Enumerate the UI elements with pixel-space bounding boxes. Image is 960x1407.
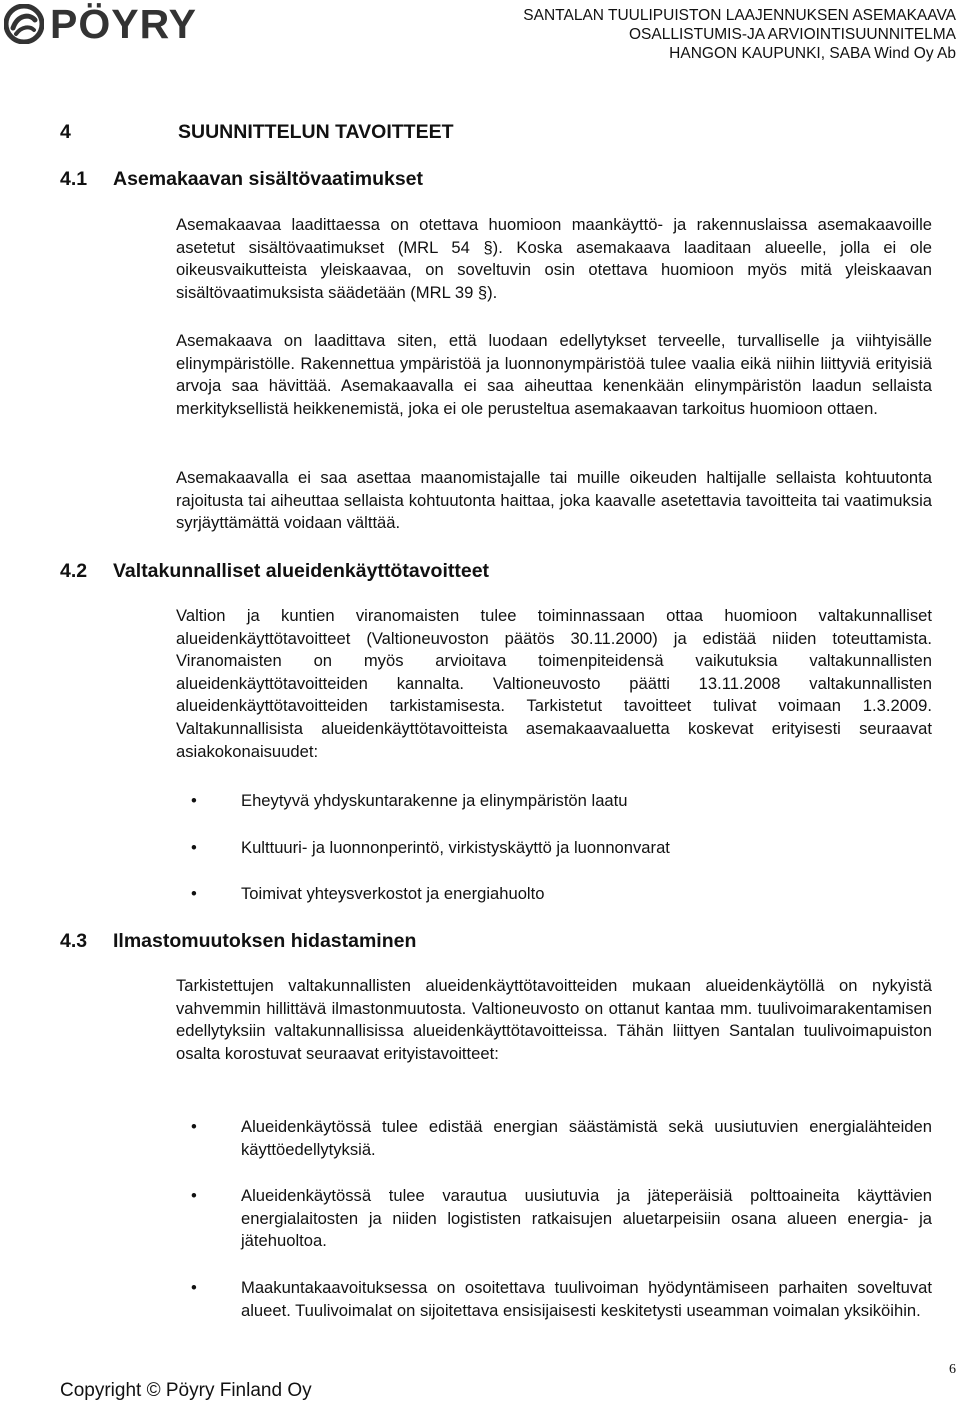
page-header — [0, 0, 960, 70]
section-heading-4-1 — [60, 168, 423, 191]
section-title: Valtakunnalliset alueidenkäyttötavoitteet — [113, 560, 490, 582]
list-item: • Alueidenkäytössä tulee varautua uusiutuvia ja jäteperäisiä polttoaineita käyttävien energialaitosten ja niiden logististen ratkaisujen aluetarpeisiin osana alueen energia- ja jätehuoltoa. — [191, 1186, 932, 1251]
section-heading-4-3 — [60, 930, 416, 953]
poyry-logo — [4, 1, 198, 47]
list-item: • Kulttuuri- ja luonnonperintö, virkistyskäyttö ja luonnonvarat — [176, 837, 932, 860]
bullet-icon: • — [191, 1117, 197, 1136]
list-item: • Alueidenkäytössä tulee edistää energian säästämistä sekä uusiutuvien energialähteiden käyttöedellytyksiä. — [191, 1117, 932, 1159]
bullet-list-4-2 — [176, 790, 932, 906]
section-title: Ilmastomuutoksen hidastaminen — [113, 930, 417, 952]
header-line-project: SANTALAN TUULIPUISTON LAAJENNUKSEN ASEMAKAAVA — [523, 7, 956, 24]
section-number: 4 — [60, 121, 71, 143]
section-number: 4.2 — [60, 560, 88, 582]
document-header-info — [523, 6, 956, 63]
bullet-icon: • — [191, 1277, 197, 1297]
paragraph-4-1-b: Asemakaava on laadittava siten, että luodaan edellytykset terveelle, turvalliselle ja viihtyisälle elinympäristölle. Rakennettua ympäristöä ja luonnonympäristöä tulee vaalia eikä niihin liittyviä erityisiä arvoja saa hävittää. Asemakaavalla ei saa aiheuttaa kenenkään elinympäristön laadun sellaista merkityksellistä heikkenemistä, joka ei ole perusteltua asemakaavan tarkoitus huomioon ottaen. — [176, 331, 932, 418]
paragraph-4-3: Tarkistettujen valtakunnallisten alueidenkäyttötavoitteiden mukaan alueidenkäytöllä on nykyistä vahvemmin hillittävä ilmastonmuutosta. Valtioneuvosto on ottanut kantaa mm. tuulivoimarakentamisen edellytyksiin valtakunnallisissa alueidenkäyttötavoitteissa. Tähän liittyen Santalan tuulivoimapuiston osalta korostuvat seuraavat erityistavoitteet: — [176, 976, 932, 1063]
paragraph-4-1-a: Asemakaavaa laadittaessa on otettava huomioon maankäyttö- ja rakennuslaissa asemakaavoille asetetut sisältövaatimukset (MRL 54 §). Koska asemakaava laaditaan alueelle, jolla ei ole oikeusvaikutteista yleiskaavaa, on soveltuvin osin otettava huomioon myös mitä yleiskaavan sisältövaatimuksista säädetään (MRL 39 §). — [176, 215, 932, 302]
section-heading-4-2 — [60, 560, 489, 583]
section-title: SUUNNITTELUN TAVOITTEET — [178, 121, 454, 143]
page-number: 6 — [949, 1362, 956, 1377]
poyry-logo-mark-icon — [4, 4, 44, 44]
section-heading-4 — [60, 121, 454, 144]
section-number: 4.3 — [60, 930, 88, 952]
section-number: 4.1 — [60, 168, 88, 190]
logo-wordmark: PÖYRY — [50, 1, 198, 47]
header-line-client: HANGON KAUPUNKI, SABA Wind Oy Ab — [669, 45, 956, 62]
list-item: • Eheytyvä yhdyskuntarakenne ja elinympäristön laatu — [176, 790, 932, 813]
bullet-icon: • — [191, 837, 197, 857]
footer-copyright: Copyright © Pöyry Finland Oy — [60, 1380, 312, 1401]
bullet-icon: • — [191, 791, 197, 810]
header-line-plan-type: OSALLISTUMIS-JA ARVIOINTISUUNNITELMA — [628, 26, 956, 43]
list-item: • Toimivat yhteysverkostot ja energiahuolto — [176, 883, 932, 906]
paragraph-4-2: Valtion ja kuntien viranomaisten tulee toiminnassaan ottaa huomioon valtakunnalliset alueidenkäyttötavoitteet (Valtioneuvoston päätös 30.11.2000) ja edistää niiden toteuttamista. Viranomaisten on myös arvioitava toimenpiteidensä vaikutuksia valtakunnallisten alueidenkäyttötavoitteiden kannalta. Valtioneuvosto päätti 13.11.2008 valtakunnallisten alueidenkäyttötavoitteiden tarkistamisesta. Tarkistetut tavoitteet tulivat voimaan 1.3.2009. Valtakunnallisista alueidenkäyttötavoitteista asemakaavaaluetta koskevat erityisesti seuraavat asiakokonaisuudet: — [176, 606, 932, 761]
paragraph-4-1-c: Asemakaavalla ei saa asettaa maanomistajalle tai muille oikeuden haltijalle sellaista kohtuutonta rajoitusta tai aiheuttaa sellaista kohtuutonta haittaa, joka kaavalle asetettavia tavoitteita tai vaatimuksia syrjäyttämättä voidaan välttää. — [176, 468, 932, 533]
list-item: • Maakuntakaavoituksessa on osoitettava tuulivoiman hyödyntämiseen parhaiten soveltuvat alueet. Tuulivoimalat on sijoitettava ensisijaisesti keskitetysti useamman voimalan yksiköihin. — [191, 1277, 932, 1320]
bullet-icon: • — [191, 884, 197, 904]
bullet-list-4-3 — [176, 1116, 932, 1322]
section-title: Asemakaavan sisältövaatimukset — [113, 168, 424, 190]
bullet-icon: • — [191, 1186, 197, 1206]
